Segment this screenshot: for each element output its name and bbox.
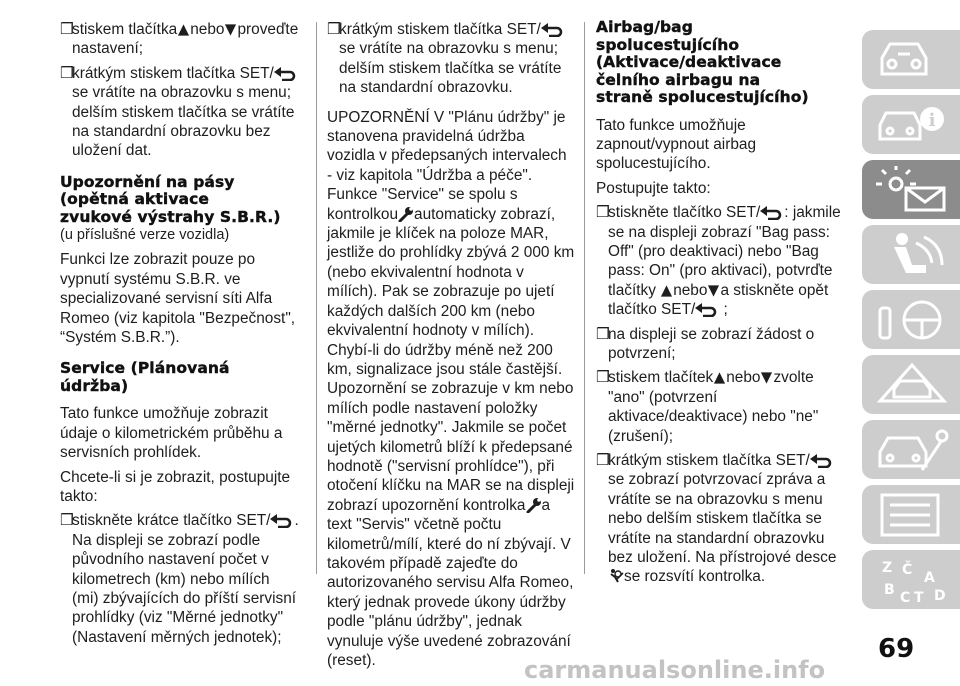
bullet-mark: ❒ (596, 204, 610, 222)
column-2 (327, 20, 575, 675)
checklist-icon (872, 491, 952, 539)
svg-text:Č: Č (902, 562, 913, 578)
tab-info[interactable] (862, 95, 960, 154)
tab-driving[interactable] (862, 290, 960, 349)
paragraph-warning: UPOZORNĚNÍ V "Plánu údržby" je stanovena pravidelná údržba vozidla v předepsaných intervalech - viz kapitola "Údržba a péče". Funkce "Service" se spolu s kontrolkou automaticky zobrazí, jakmile je klíček na poloze MAR, jestliže do prohlídky zbývá 2 000 km (nebo ekvivalentní hodnota v mílích). Pak se zobrazuje po ujetí každých dalších 200 km (nebo ekvivalentní hodnoty v mílích). Chybí-li do údržby méně než 200 km, signalizace jsou stále častější. Upozornění se zobrazuje v km nebo mílích podle nastavení položky "měrné jednotky". Jakmile se počet ujetých kilometrů blíží k předepsané hodnotě ("servisní prohlídce"), při otočení klíčku na MAR se na displeji zobrazí upozornění kontrolka a text "Servis" včetně počtu kilometrů/mílí, které do ní zbývají. V takovém případě zajeďte do autorizovaného servisu Alfa Romeo, který jednak provede úkony údržby podle "plánu údržby", jednak vynuluje výše uvedené zobrazování (reset). (327, 108, 575, 669)
wrench-icon (526, 497, 542, 513)
wrench-icon (398, 206, 414, 222)
section-heading-service: Service (Plánovaná údržba) (60, 359, 230, 395)
section-heading-seatbelt: Upozornění na pásy (opětná aktivace zvukové výstrahy S.B.R.) (60, 172, 281, 226)
bullet-mark: ❒ (60, 64, 74, 82)
svg-text:C: C (900, 590, 911, 604)
paragraph: Funkci lze zobrazit pouze po vypnutí systému S.B.R. ve specializované servisní síti Alfa Romeo (viz kapitola "Bezpečnost", “Systém S.B.R.”). (60, 251, 296, 346)
tab-warnings[interactable] (862, 160, 960, 219)
paragraph: Tato funkce umožňuje zapnout/vypnout airbag spolucestujícího. (596, 116, 757, 173)
tab-safety[interactable] (862, 225, 960, 284)
bullet-mark: ❒ (60, 512, 74, 530)
down-arrow-icon (760, 371, 773, 385)
bullet-mark: ❒ (596, 369, 610, 387)
return-arrow-icon (270, 514, 294, 528)
return-arrow-icon (695, 303, 719, 317)
car-dashboard-icon (872, 36, 952, 84)
paragraph: Tato funkce umožňuje zobrazit údaje o kilometrickém průběhu a servisních prohlídek. (60, 405, 283, 462)
car-wrench-icon (872, 426, 952, 474)
list-item: ❒ krátkým stiskem tlačítka SET/ se vrátíte na obrazovku s menu; delším stiskem tlačítka se vrátíte na standardní obrazovku bez uložení dat. (60, 64, 300, 161)
section-heading-airbag: Airbag/bag spolucestujícího (Aktivace/deaktivace čelního airbagu na straně spolucestujícího) (596, 18, 809, 106)
down-arrow-icon (224, 23, 237, 37)
tab-dashboard[interactable] (862, 30, 960, 89)
return-arrow-icon (760, 206, 784, 220)
paragraph: Postupujte takto: (596, 179, 711, 197)
list-item: ❒ stiskněte krátce tlačítko SET/ . Na displeji se zobrazí podle původního nastavení počet v kilometrech (km) nebo mílích (mi) zbývajících do příští servisní prohlídky (viz "Měrné jednotky" (Nastavení měrných jednotek); (60, 512, 299, 646)
bullet-mark: ❒ (327, 21, 341, 38)
svg-text:D: D (934, 588, 946, 604)
list-item: ❒ krátkým stiskem tlačítka SET/ se zobrazí potvrzovací zpráva a vrátíte se na obrazovku s menu nebo delším stiskem tlačítka se vrátíte na standardní obrazovku bez uložení. Na přístrojové desce se rozsvítí kontrolka. (596, 452, 837, 586)
svg-text:T: T (914, 590, 924, 604)
tab-technical-data[interactable] (862, 485, 960, 544)
tab-index[interactable] (862, 550, 960, 609)
car-info-icon (872, 101, 952, 149)
return-arrow-icon (541, 23, 565, 37)
list-item: ❒ na displeji se zobrazí žádost o potvrzení; (596, 325, 815, 362)
up-arrow-icon (660, 284, 673, 298)
svg-text:A: A (924, 570, 935, 586)
column-divider (584, 22, 585, 574)
up-arrow-icon (713, 371, 726, 385)
column-1 (60, 20, 300, 652)
list-item: ❒ krátkým stiskem tlačítka SET/ se vrátíte na obrazovku s menu; delším stiskem tlačítka se vrátíte na standardní obrazovku. (327, 20, 575, 98)
svg-text:B: B (884, 582, 895, 598)
warning-light-mail-icon (872, 166, 952, 214)
steering-key-icon (872, 296, 952, 344)
watermark: carmanualsonline.info (524, 656, 826, 684)
bullet-mark: ❒ (596, 325, 610, 343)
down-arrow-icon (707, 284, 720, 298)
list-item: ❒ stiskem tlačítka nebo proveďte nastavení; (60, 21, 299, 58)
airbag-off-icon (608, 568, 624, 584)
list-item: ❒ stiskem tlačítek nebo zvolte "ano" (potvrzení aktivace/deaktivace) nebo "ne" (zrušení); (596, 369, 819, 445)
section-subtitle: (u příslušné verze vozidla) (60, 227, 230, 244)
alphabet-index-icon (872, 556, 952, 604)
up-arrow-icon (177, 23, 190, 37)
car-crash-icon (872, 361, 952, 409)
paragraph: Chcete-li si je zobrazit, postupujte takto: (60, 468, 291, 505)
return-arrow-icon (274, 67, 298, 81)
svg-text:Z: Z (882, 560, 893, 576)
tab-emergency[interactable] (862, 355, 960, 414)
tab-maintenance[interactable] (862, 420, 960, 479)
bullet-mark: ❒ (60, 21, 74, 38)
list-item: ❒ stiskněte tlačítko SET/ : jakmile se na displeji zobrazí "Bag pass: Off" (pro deaktivaci) nebo "Bag pass: On" (pro aktivaci), potvrďte tlačítky nebo a stiskněte opět tlačítko SET/ ; (596, 204, 841, 319)
return-arrow-icon (810, 454, 834, 468)
column-divider (316, 22, 317, 574)
page-number: 69 (878, 634, 915, 664)
svg-text:i: i (928, 110, 936, 131)
bullet-mark: ❒ (596, 452, 610, 469)
column-3 (596, 20, 842, 592)
seat-airbag-icon (872, 231, 952, 279)
